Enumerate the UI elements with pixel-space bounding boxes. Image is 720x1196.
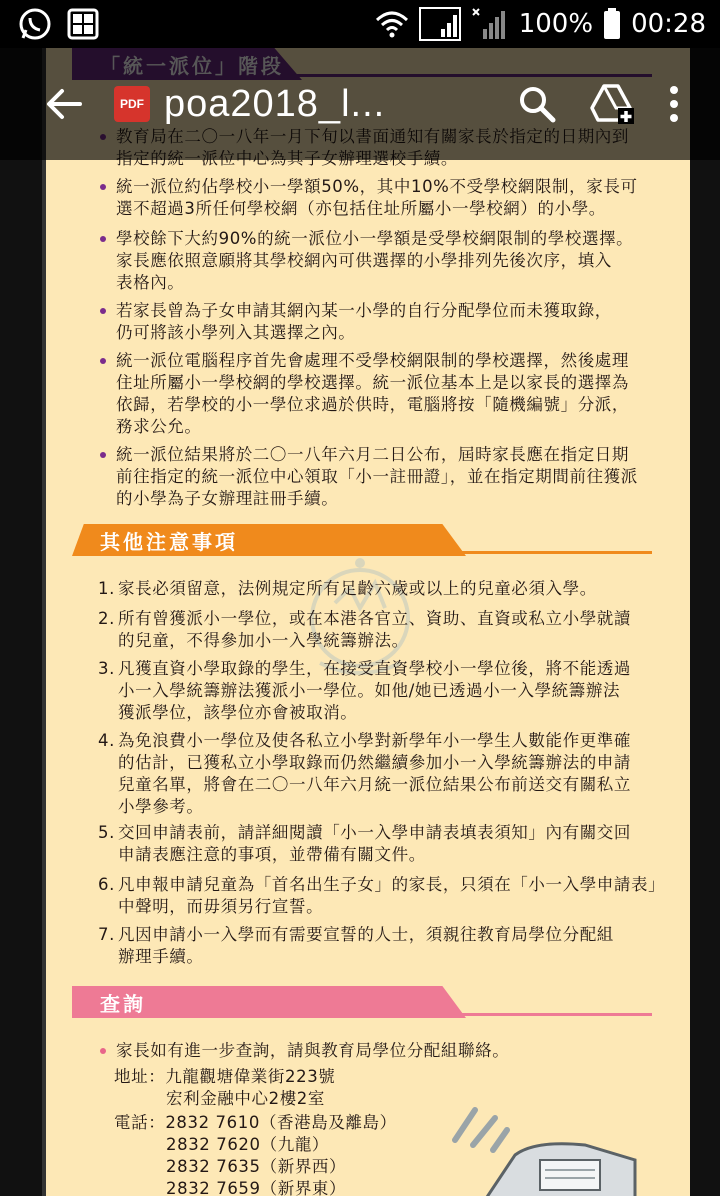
- list-item: [98, 874, 666, 918]
- list-item: [100, 350, 660, 438]
- text-line: 務求公允。: [116, 417, 202, 436]
- text-line: 住址所屬小一學校網的學校選擇。統一派位基本上是以家長的選擇為: [116, 373, 629, 392]
- section-header-other-notes: [72, 524, 652, 556]
- list-item: [98, 822, 658, 866]
- section-header-label: 查詢: [100, 991, 146, 1016]
- battery-percent: 100%: [518, 9, 594, 39]
- address-line: 宏利金融中心2樓2室: [166, 1089, 325, 1108]
- text-line: 交回申請表前，請詳細閱讀「小一入學申請表填表須知」內有關交回: [118, 823, 631, 842]
- gallery-icon: [66, 7, 100, 41]
- list-item: [98, 608, 658, 652]
- item-number: 1.: [98, 579, 115, 598]
- text-line: 所有曾獲派小一學位，或在本港各官立、資助、直資或私立小學就讀: [118, 609, 631, 628]
- text-line: 辦理手續。: [118, 947, 204, 966]
- text-line: 家長必須留意，法例規定所有足齡六歲或以上的兒童必須入學。: [118, 579, 597, 598]
- text-line: 凡獲直資小學取錄的學生，在接受直資學校小一學位後，將不能透過: [118, 659, 631, 678]
- list-item: [98, 578, 658, 600]
- bullet-icon: [100, 358, 106, 364]
- text-line: 中聲明，而毋須另行宣誓。: [118, 897, 324, 916]
- battery-icon: [603, 8, 621, 40]
- item-number: 4.: [98, 731, 115, 750]
- phone-block: [114, 1112, 414, 1134]
- text-line: 若家長曾為子女申請其網內某一小學的自行分配學位而未獲取錄，: [116, 301, 612, 320]
- text-line: 表格內。: [116, 273, 185, 292]
- phone-number: 2832 7620（九龍）: [166, 1135, 330, 1154]
- list-item: [100, 176, 660, 220]
- bullet-icon: [100, 184, 106, 190]
- address-label: 地址：: [114, 1067, 166, 1086]
- back-arrow-icon[interactable]: [36, 76, 92, 132]
- list-item: [98, 658, 658, 724]
- bullet-icon: [100, 452, 106, 458]
- text-line: 申請表應注意的事項，並帶備有關文件。: [118, 845, 426, 864]
- phone-number: 2832 7659（新界東）: [166, 1179, 347, 1196]
- clock: 00:28: [631, 9, 706, 39]
- text-line: 統一派位電腦程序首先會處理不受學校網限制的學校選擇，然後處理: [116, 351, 629, 370]
- bullet-icon: [100, 236, 106, 242]
- list-item: [100, 1040, 660, 1062]
- text-line: 選不超過3所任何學校網（亦包括住址所屬小一學校網）的小學。: [116, 199, 606, 218]
- whatsapp-icon: [18, 7, 52, 41]
- search-icon[interactable]: [518, 85, 556, 123]
- item-number: 7.: [98, 925, 115, 944]
- more-vert-icon[interactable]: [668, 84, 680, 124]
- bullet-icon: [100, 308, 106, 314]
- address-line: 九龍觀塘偉業街223號: [165, 1067, 336, 1086]
- item-number: 3.: [98, 659, 115, 678]
- status-bar: [0, 0, 720, 48]
- address-block: [114, 1066, 414, 1088]
- pdf-file-icon: PDF: [114, 86, 150, 122]
- phone-label: 電話：: [114, 1113, 166, 1132]
- list-item: [100, 228, 660, 294]
- drive-add-icon[interactable]: [590, 84, 634, 124]
- text-line: 統一派位結果將於二〇一八年六月二日公布，屆時家長應在指定日期: [116, 445, 629, 464]
- text-line: 獲派學位，該學位亦會被取消。: [118, 703, 358, 722]
- text-line: 仍可將該小學列入其選擇之內。: [116, 323, 356, 342]
- wifi-icon: [375, 10, 409, 38]
- signal-x-icon: [471, 7, 509, 41]
- text-line: 兒童名單，將會在二〇一八年六月統一派位結果公布前送交有關私立: [118, 775, 631, 794]
- phone-number: 2832 7610（香港島及離島）: [165, 1113, 397, 1132]
- text-line: 依歸，若學校的小一學位求過於供時，電腦將按「隨機編號」分派，: [116, 395, 629, 414]
- phone-number: 2832 7635（新界西）: [166, 1157, 347, 1176]
- text-line: 小一入學統籌辦法獲派小一學位。如他/她已透過小一入學統籌辦法: [118, 681, 621, 700]
- text-line: 的兒童，不得參加小一入學統籌辦法。: [118, 631, 409, 650]
- list-item: [100, 300, 660, 344]
- item-number: 5.: [98, 823, 115, 842]
- text-line: 前往指定的統一派位中心領取「小一註冊證」，並在指定期間前往獲派: [116, 467, 638, 486]
- list-item: [100, 444, 660, 510]
- pdf-toolbar: [0, 48, 720, 160]
- telephone-illustration-icon: [445, 1100, 645, 1196]
- text-line: 學校餘下大約90%的統一派位小一學額是受學校網限制的學校選擇。: [116, 229, 634, 248]
- section-header-label: 其他注意事項: [100, 529, 238, 554]
- text-line: 家長如有進一步查詢，請與教育局學位分配組聯絡。: [116, 1041, 510, 1060]
- text-line: 統一派位約佔學校小一學額50%，其中10%不受學校網限制，家長可: [116, 177, 638, 196]
- text-line: 的小學為子女辦理註冊手續。: [116, 489, 339, 508]
- item-number: 2.: [98, 609, 115, 628]
- text-line: 的估計，已獲私立小學取錄而仍然繼續參加小一入學統籌辦法的申請: [118, 753, 631, 772]
- bullet-icon: [100, 1048, 106, 1054]
- text-line: 為免浪費小一學位及使各私立小學對新學年小一學生人數能作更準確: [118, 731, 631, 750]
- text-line: 家長應依照意願將其學校網內可供選擇的小學排列先後次序，填入: [116, 251, 612, 270]
- list-item: [98, 730, 658, 818]
- list-item: [98, 924, 658, 968]
- text-line: 小學參考。: [118, 797, 204, 816]
- item-number: 6.: [98, 875, 115, 894]
- text-line: 凡申報申請兒童為「首名出生子女」的家長，只須在「小一入學申請表」: [118, 875, 666, 894]
- section-header-enquiry: [72, 986, 652, 1018]
- document-title: poa2018_l...: [164, 82, 386, 125]
- text-line: 凡因申請小一入學而有需要宣誓的人士，須親往教育局學位分配組: [118, 925, 614, 944]
- signal-icon: [419, 7, 461, 41]
- pdf-viewer[interactable]: [0, 48, 720, 1196]
